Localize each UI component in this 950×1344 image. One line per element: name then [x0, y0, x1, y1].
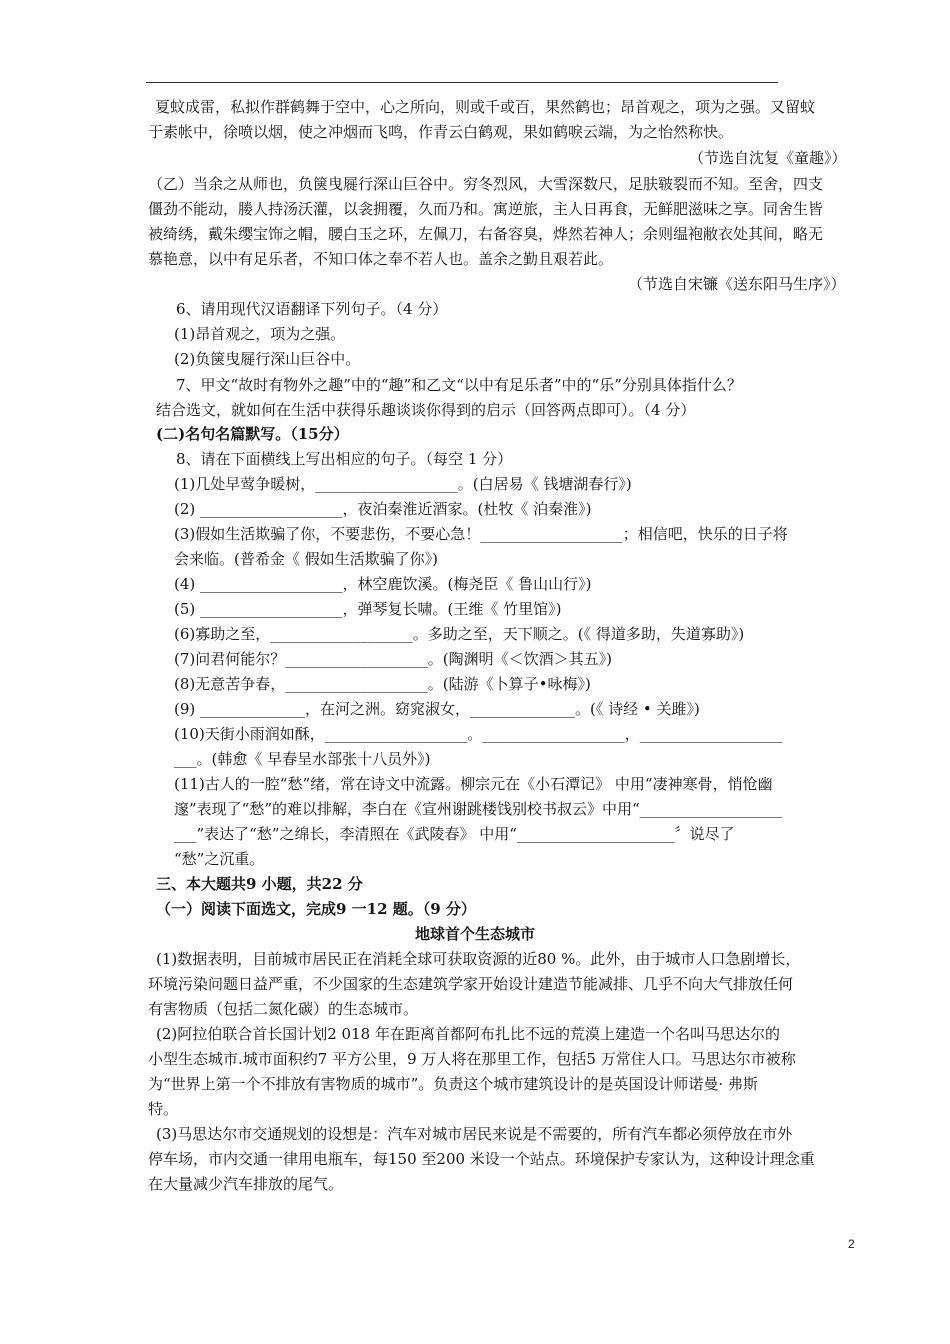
text-line: 小型生态城市.城市面积约7 平方公里，9 万人将在那里工作，包括5 万常住人口。马思达尔市被称: [148, 1050, 796, 1068]
text-line: 被绮绣，戴朱缨宝饰之帽，腰白玉之环，左佩刀，右备容臭，烨然若神人；余则缊袍敝衣处其间，略无: [148, 225, 824, 243]
article-title: 地球首个生态城市: [414, 925, 535, 943]
text-line: (9) ______________，在河之洲。窈窕淑女，______________。(《 诗经 • 关雎》): [174, 700, 700, 718]
text-line: 于素帐中，徐喷以烟，使之冲烟而飞鸣，作青云白鹤观，果如鹤唳云端，为之怡然称快。: [148, 123, 734, 141]
text-line: “愁”之沉重。: [174, 850, 265, 868]
text-line: (2)负箧曳屣行深山巨谷中。: [174, 350, 361, 368]
text-line: ___”表达了“愁”之绵长，李清照在《武陵春》 中用“_____________________〞说尽了: [174, 825, 735, 843]
text-line: 为“世界上第一个不排放有害物质的城市”。负责这个城市建筑设计的是英国设计师诺曼· 弗斯: [148, 1075, 758, 1093]
source-citation: （节选自沈复《童趣》）: [689, 149, 847, 167]
text-line: 慕艳意，以中有足乐者，不知口体之奉不若人也。盖余之勤且艰若此。: [148, 250, 614, 268]
text-line: 有害物质（包括二氮化碳）的生态城市。: [148, 1000, 419, 1018]
question-6: 6、请用现代汉语翻译下列句子。（4 分）: [176, 300, 448, 318]
text-line: (3)马思达尔市交通规划的设想是：汽车对城市居民来说是不需要的，所有汽车都必须停放在市外: [156, 1125, 793, 1143]
text-line: (8)无意苦争春，___________________。(陆游《卜算子•咏梅》): [174, 675, 591, 693]
section-subheading: （一）阅读下面选文，完成9 一12 题。（9 分）: [156, 900, 476, 918]
text-line: (4) ___________________，林空鹿饮溪。(梅尧臣《 鲁山山行》): [174, 575, 592, 593]
text-line: 停车场，市内交通一律用电瓶车，每150 至200 米设一个站点。环境保护专家认为，这种设计理念重: [148, 1150, 815, 1168]
header-rule: [146, 82, 778, 83]
text-line: 邃”表现了“愁”的难以排解，李白在《宣州谢跳楼饯别校书叔云》中用“___________________: [174, 800, 783, 818]
section-heading: (二)名句名篇默写。（15分）: [156, 425, 349, 443]
question-8: 8、请在下面横线上写出相应的句子。（每空 1 分）: [176, 450, 513, 468]
text-line: 在大量减少汽车排放的尾气。: [148, 1175, 344, 1193]
text-line: 环境污染问题日益严重，不少国家的生态建筑学家开始设计建造节能减排、几乎不向大气排放任何: [148, 975, 794, 993]
text-line: (10)天街小雨润如酥，___________________。___________________，___________________: [174, 725, 783, 743]
page-number: 2: [848, 1237, 855, 1251]
text-line: 夏蚊成雷，私拟作群鹤舞于空中，心之所向，则或千或百，果然鹤也；昂首观之，项为之强。又留蚊: [155, 98, 816, 116]
text-line: 僵劲不能动，媵人持汤沃灌，以衾拥覆，久而乃和。寓逆旅，主人日再食，无鲜肥滋味之享。同舍生皆: [148, 200, 824, 218]
text-line: (1)昂首观之，项为之强。: [174, 325, 346, 343]
source-citation: （节选自宋镰《送东阳马生序》）: [628, 275, 846, 293]
text-line: (2) ___________________，夜泊秦淮近酒家。(杜牧《 泊秦淮》): [174, 500, 592, 518]
text-line: (1)数据表明，目前城市居民正在消耗全球可获取资源的近80 %。此外，由于城市人口急剧增长，: [156, 950, 801, 968]
section-heading: 三、本大题共9 小题，共22 分: [156, 875, 363, 893]
text-line: ___。(韩愈《 早春呈水部张十八员外》): [174, 750, 431, 768]
text-line: (11)古人的一腔“愁”绪，常在诗文中流露。柳宗元在《小石潭记》 中用“凄神寒骨，悄怆幽: [174, 775, 773, 793]
text-line: (2)阿拉伯联合首长国计划2 018 年在距离首都阿布扎比不远的荒漠上建造一个名叫马思达尔的: [156, 1025, 780, 1043]
text-line: (6)寡助之至，___________________。多助之至，天下顺之。(《 得道多助，失道寡助》): [174, 625, 745, 643]
text-line: 结合选文，就如何在生活中获得乐趣谈谈你得到的启示（回答两点即可）。（4 分）: [156, 401, 696, 419]
text-line: 会来临。(普希金《 假如生活欺骗了你》): [174, 550, 438, 568]
text-line: (3)假如生活欺骗了你，不要悲伤，不要心急！___________________；相信吧，快乐的日子将: [174, 525, 788, 543]
question-7: 7、甲文“故时有物外之趣”中的“趣”和乙文“以中有足乐者”中的“乐”分别具体指什么？: [176, 376, 742, 394]
text-line: (7)问君何能尔？___________________。(陶渊明《＜饮酒＞其五》): [174, 650, 612, 668]
text-line: 特。: [148, 1100, 179, 1118]
text-line: (5) ___________________，弹琴复长啸。(王维《 竹里馆》): [174, 600, 562, 618]
text-line: (1)几处早莺争暖树，___________________。(白居易《 钱塘湖春行》): [174, 475, 632, 493]
text-line: （乙）当余之从师也，负箧曳屣行深山巨谷中。穷冬烈风，大雪深数尺，足肤皲裂而不知。至舍，四支: [148, 175, 824, 193]
